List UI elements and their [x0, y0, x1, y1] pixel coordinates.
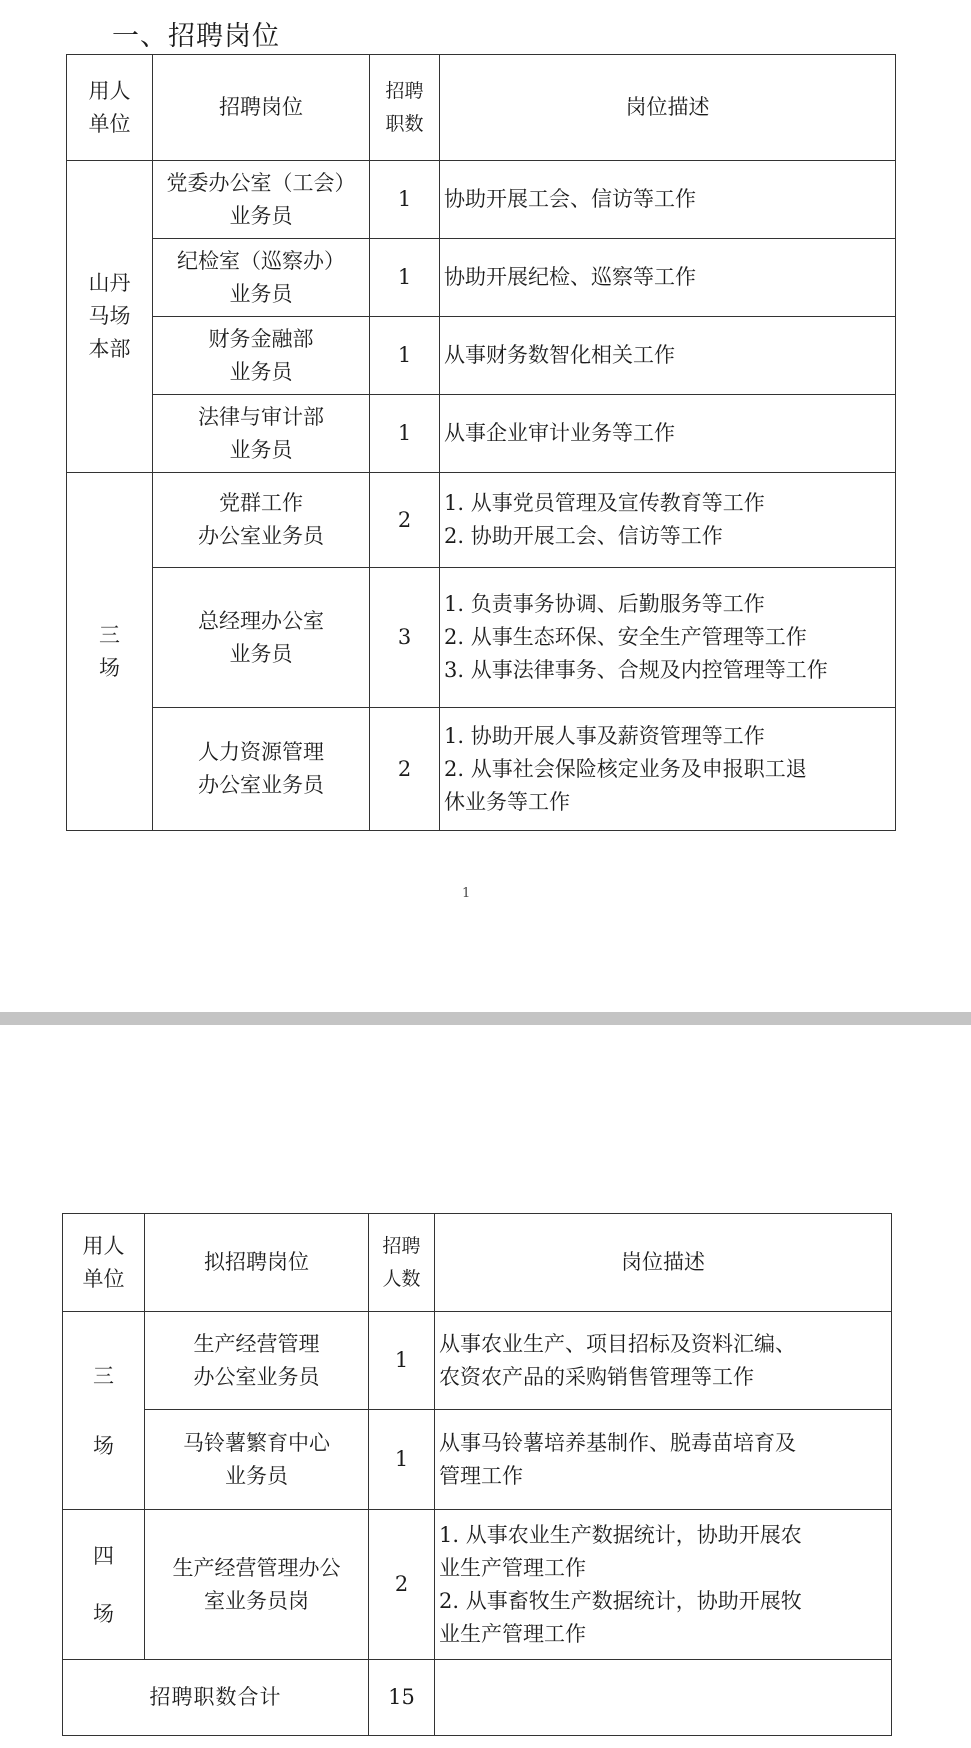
position-cell: 生产经营管理 办公室业务员 — [145, 1312, 369, 1410]
table-row — [67, 395, 896, 473]
page-separator — [0, 1012, 971, 1025]
count-cell: 1 — [370, 239, 440, 317]
total-row — [63, 1660, 892, 1736]
header-position: 拟招聘岗位 — [145, 1214, 369, 1312]
unit-cell-sanchang: 三 场 — [67, 473, 153, 831]
table-row — [67, 317, 896, 395]
unit-cell-sanchang: 三 场 — [63, 1312, 145, 1510]
count-cell: 1 — [370, 395, 440, 473]
table1-header-row — [67, 55, 896, 161]
desc-cell: 1. 负责事务协调、后勤服务等工作 2. 从事生态环保、安全生产管理等工作 3. 从事法律事务、合规及内控管理等工作 — [440, 568, 896, 708]
section-title: 一、招聘岗位 — [112, 21, 280, 52]
position-cell: 财务金融部 业务员 — [153, 317, 370, 395]
recruitment-table-2 — [62, 1213, 892, 1736]
count-cell: 2 — [369, 1510, 435, 1660]
unit-cell-shandan: 山丹 马场 本部 — [67, 161, 153, 473]
count-cell: 1 — [370, 317, 440, 395]
desc-cell: 1. 从事农业生产数据统计，协助开展农 业生产管理工作 2. 从事畜牧生产数据统计，协助开展牧 业生产管理工作 — [435, 1510, 892, 1660]
recruitment-table-1 — [66, 54, 896, 831]
header-position: 招聘岗位 — [153, 55, 370, 161]
header-desc: 岗位描述 — [435, 1214, 892, 1312]
desc-cell: 协助开展纪检、巡察等工作 — [440, 239, 896, 317]
table-row — [67, 568, 896, 708]
desc-cell: 从事企业审计业务等工作 — [440, 395, 896, 473]
desc-cell: 1. 从事党员管理及宣传教育等工作 2. 协助开展工会、信访等工作 — [440, 473, 896, 568]
header-count: 招聘 职数 — [370, 55, 440, 161]
page-number: 1 — [462, 886, 471, 901]
header-unit: 用人 单位 — [63, 1214, 145, 1312]
position-cell: 党群工作 办公室业务员 — [153, 473, 370, 568]
table-row — [67, 708, 896, 831]
count-cell: 1 — [369, 1312, 435, 1410]
position-cell: 法律与审计部 业务员 — [153, 395, 370, 473]
table-row — [67, 161, 896, 239]
header-count: 招聘 人数 — [369, 1214, 435, 1312]
document-page-2 — [0, 1025, 971, 1748]
table-row — [63, 1510, 892, 1660]
desc-cell: 从事财务数智化相关工作 — [440, 317, 896, 395]
count-cell: 3 — [370, 568, 440, 708]
position-cell: 生产经营管理办公 室业务员岗 — [145, 1510, 369, 1660]
position-cell: 总经理办公室 业务员 — [153, 568, 370, 708]
desc-cell: 1. 协助开展人事及薪资管理等工作 2. 从事社会保险核定业务及申报职工退 休业务等工作 — [440, 708, 896, 831]
table-row — [63, 1410, 892, 1510]
position-cell: 人力资源管理 办公室业务员 — [153, 708, 370, 831]
position-cell: 党委办公室（工会） 业务员 — [153, 161, 370, 239]
total-label: 招聘职数合计 — [63, 1660, 369, 1736]
count-cell: 2 — [370, 708, 440, 831]
total-desc-empty — [435, 1660, 892, 1736]
desc-cell: 从事马铃薯培养基制作、脱毒苗培育及 管理工作 — [435, 1410, 892, 1510]
count-cell: 1 — [369, 1410, 435, 1510]
position-cell: 纪检室（巡察办） 业务员 — [153, 239, 370, 317]
count-cell: 2 — [370, 473, 440, 568]
count-cell: 1 — [370, 161, 440, 239]
table-row — [63, 1312, 892, 1410]
header-unit: 用人 单位 — [67, 55, 153, 161]
table2-header-row — [63, 1214, 892, 1312]
header-desc: 岗位描述 — [440, 55, 896, 161]
table-row — [67, 473, 896, 568]
position-cell: 马铃薯繁育中心 业务员 — [145, 1410, 369, 1510]
desc-cell: 协助开展工会、信访等工作 — [440, 161, 896, 239]
table-row — [67, 239, 896, 317]
desc-cell: 从事农业生产、项目招标及资料汇编、 农资农产品的采购销售管理等工作 — [435, 1312, 892, 1410]
total-value: 15 — [369, 1660, 435, 1736]
unit-cell-sichang: 四 场 — [63, 1510, 145, 1660]
